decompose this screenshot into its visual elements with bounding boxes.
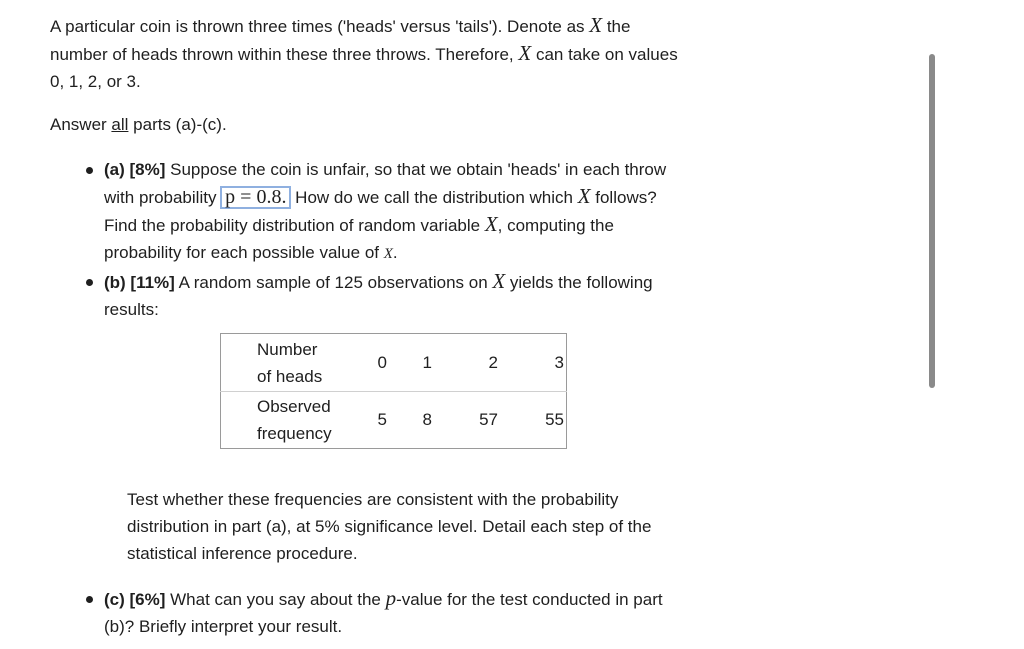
table-cell: 1 bbox=[422, 352, 432, 372]
table-cell: 8 bbox=[390, 392, 435, 449]
math-var-p: p bbox=[385, 586, 397, 610]
row-label-line: of heads bbox=[257, 366, 323, 386]
part-c-text: -value for the test conducted in part bbox=[396, 590, 663, 609]
table-row bbox=[221, 392, 567, 449]
part-a-text: with probability bbox=[104, 188, 222, 207]
test-instruction bbox=[127, 486, 727, 567]
math-var-x: X bbox=[589, 13, 603, 37]
part-c bbox=[0, 585, 744, 640]
table-cell: 57 bbox=[435, 392, 502, 449]
row-label-frequency bbox=[221, 392, 342, 449]
part-a-text: Suppose the coin is unfair, so that we obtain 'heads' in each throw bbox=[165, 160, 667, 179]
bullet-icon bbox=[86, 596, 93, 603]
table-cell: 5 bbox=[341, 392, 390, 449]
parts-list bbox=[0, 156, 744, 323]
bullet-icon bbox=[86, 279, 93, 286]
parts-list-c bbox=[0, 585, 744, 640]
table-cell: 0 bbox=[377, 352, 387, 372]
table-cell: 55 bbox=[502, 392, 567, 449]
part-a bbox=[0, 156, 744, 268]
answer-suffix: parts (a)-(c). bbox=[128, 115, 227, 134]
part-b-text: yields the following bbox=[505, 273, 653, 292]
intro-paragraph bbox=[50, 12, 750, 95]
row-label-line: Observed bbox=[257, 397, 331, 416]
row-label-line: frequency bbox=[257, 424, 332, 443]
table-cell: 3 bbox=[554, 352, 564, 372]
intro-text: 0, 1, 2, or 3. bbox=[50, 72, 141, 91]
part-c-text: (b)? Briefly interpret your result. bbox=[104, 617, 343, 636]
test-text: distribution in part (a), at 5% significance level. Detail each step of the bbox=[127, 517, 652, 536]
intro-text: can take on values bbox=[531, 45, 678, 64]
test-text: Test whether these frequencies are consistent with the probability bbox=[127, 490, 619, 509]
part-b-text: results: bbox=[104, 300, 159, 319]
answer-all: all bbox=[111, 115, 129, 134]
part-a-text: Find the probability distribution of random variable bbox=[104, 216, 485, 235]
part-b-text: A random sample of 125 observations on bbox=[174, 273, 493, 292]
part-a-text: , computing the bbox=[497, 216, 614, 235]
probability-expression: p = 0.8. bbox=[225, 186, 287, 208]
math-var-x: X bbox=[492, 269, 506, 293]
row-label-heads bbox=[221, 334, 342, 392]
part-a-label: (a) [8%] bbox=[104, 160, 166, 179]
frequency-table bbox=[220, 333, 567, 449]
math-var-x: X bbox=[518, 41, 532, 65]
answer-instruction bbox=[50, 111, 227, 138]
intro-text: the bbox=[602, 17, 631, 36]
part-c-label: (c) [6%] bbox=[104, 590, 166, 609]
intro-text: A particular coin is thrown three times ('heads' versus 'tails'). Denote as bbox=[50, 17, 590, 36]
math-var-x: X bbox=[484, 212, 498, 236]
answer-prefix: Answer bbox=[50, 115, 112, 134]
table-cell: 2 bbox=[488, 352, 498, 372]
math-var-x: X bbox=[577, 184, 591, 208]
test-text: statistical inference procedure. bbox=[127, 544, 358, 563]
selection-highlight[interactable] bbox=[220, 186, 291, 209]
row-label-line: Number bbox=[257, 339, 318, 359]
part-a-text: . bbox=[392, 243, 398, 262]
part-b bbox=[0, 268, 744, 323]
part-b-label: (b) [11%] bbox=[104, 273, 175, 292]
intro-text: number of heads thrown within these three throws. Therefore, bbox=[50, 45, 519, 64]
bullet-icon bbox=[86, 167, 93, 174]
part-a-text: follows? bbox=[590, 188, 657, 207]
math-var-x-small: X bbox=[383, 246, 393, 262]
table-row bbox=[221, 334, 567, 392]
vertical-scrollbar[interactable] bbox=[929, 54, 935, 388]
part-c-text: What can you say about the bbox=[165, 590, 386, 609]
part-a-text: How do we call the distribution which bbox=[290, 188, 578, 207]
part-a-text: probability for each possible value of bbox=[104, 243, 384, 262]
